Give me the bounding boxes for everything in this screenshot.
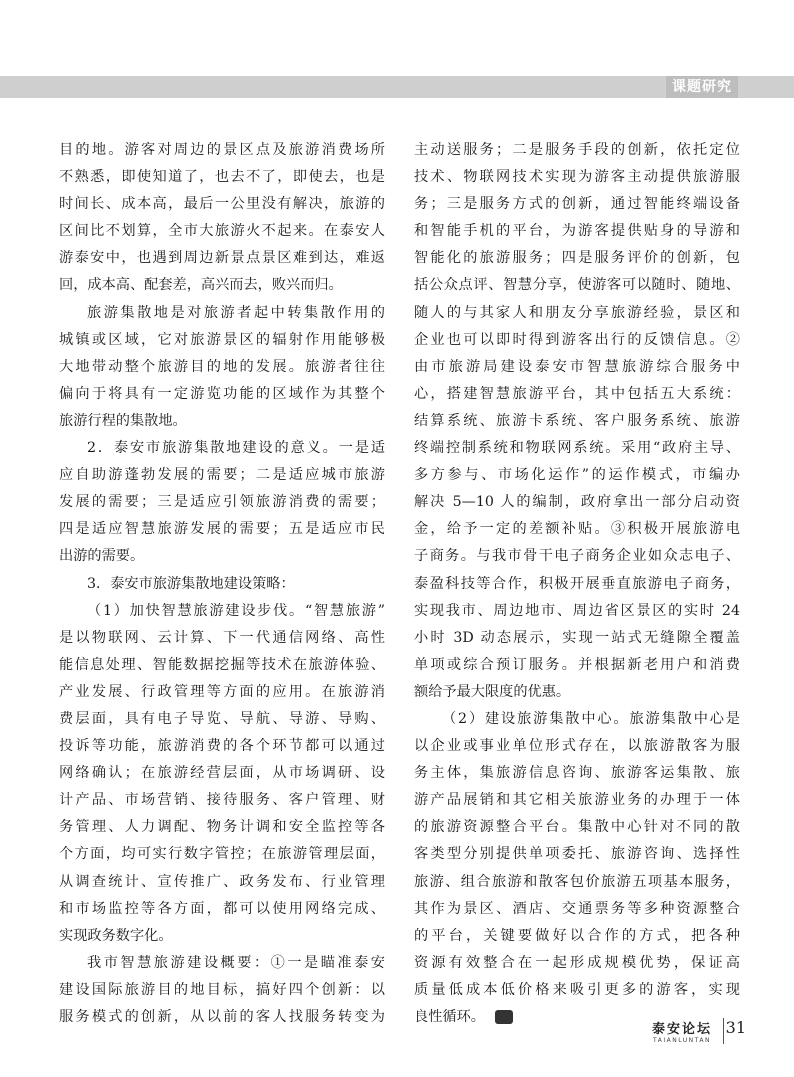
text-line: 我市智慧旅游建设概要：①一是瞄准泰安 (87, 954, 385, 971)
text-line: 由市旅游局建设泰安市智慧旅游综合服务中 (414, 358, 740, 375)
section-tag: 课题研究 (666, 76, 738, 98)
text-line: 不熟悉，即使知道了，也去不了，即使去，也是 (59, 169, 385, 186)
text-line: 主动送服务；二是服务手段的创新，依托定位 (414, 142, 740, 158)
text-line: 服务模式的创新，从以前的客人找服务转变为 (59, 1009, 385, 1025)
text-line: 随人的与其家人和朋友分享旅游经验，景区和 (414, 304, 740, 321)
page-number: 31 (725, 1018, 746, 1037)
text-line: 网络确认；在旅游经营层面，从市场调研、设 (59, 765, 385, 782)
footer-divider (723, 1018, 724, 1044)
text-line: 出游的需要。 (59, 548, 145, 565)
text-line: 投诉等功能，旅游消费的各个环节都可以通过 (59, 738, 385, 755)
journal-logo-cn: 泰安论坛 (651, 1022, 712, 1037)
text-line: 客类型分别提供单项委托、旅游咨询、选择性 (414, 846, 740, 863)
text-line: 回，成本高、配套差，高兴而去，败兴而归。 (59, 277, 343, 294)
text-line: 2．泰安市旅游集散地建设的意义。一是适 (87, 440, 385, 457)
text-line: 务管理、人力调配、物务计调和安全监控等各 (59, 819, 385, 836)
text-line: 时间长、成本高，最后一公里没有解决，旅游的 (59, 196, 385, 213)
text-line: 游泰安中，也遇到周边新景点景区难到达，难返 (59, 250, 385, 267)
text-line: 和智能手机的平台，为游客提供贴身的导游和 (414, 223, 740, 240)
text-line: 金，给予一定的差额补贴。③积极开展旅游电 (414, 521, 740, 538)
text-line: 发展的需要；三是适应引领旅游消费的需要； (59, 494, 385, 511)
text-line: 目的地。游客对周边的景区点及旅游消费场所 (59, 142, 385, 158)
text-line: 小时 3D 动态展示，实现一站式无缝隙全覆盖 (414, 629, 740, 646)
text-line: 终端控制系统和物联网系统。采用“政府主导、 (414, 440, 740, 457)
text-line: 的平台，关键要做好以合作的方式，把各种 (414, 927, 740, 944)
text-line: 资源有效整合在一起形成规模优势，保证高 (414, 954, 740, 971)
text-line: 偏向于将具有一定游览功能的区域作为其整个 (59, 385, 385, 402)
text-line: 能信息处理、智能数据挖掘等技术在旅游体验、 (59, 656, 385, 673)
left-column (59, 137, 385, 1031)
text-line: 建设国际旅游目的地目标，搞好四个创新：以 (59, 981, 385, 998)
text-line: 多方参与、市场化运作”的运作模式，市编办 (414, 467, 740, 484)
text-line: 质量低成本低价格来吸引更多的游客，实现 (414, 981, 740, 998)
text-line: 以企业或事业单位形式存在，以旅游散客为服 (414, 738, 740, 755)
text-line: 区间比不划算，全市大旅游火不起来。在泰安人 (59, 223, 385, 240)
text-line: 结算系统、旅游卡系统、客户服务系统、旅游 (414, 412, 740, 429)
text-line: 是以物联网、云计算、下一代通信网络、高性 (59, 629, 385, 646)
end-mark-icon (495, 1010, 513, 1024)
text-line: 城镇或区域，它对旅游景区的辐射作用能够极 (59, 331, 385, 348)
text-line: 务主体，集旅游信息咨询、旅游客运集散、旅 (414, 765, 740, 782)
text-line: 智能化的旅游服务；四是服务评价的创新，包 (414, 250, 740, 267)
text-line: 务；三是服务方式的创新，通过智能终端设备 (414, 196, 740, 213)
text-line: （2）建设旅游集散中心。旅游集散中心是 (442, 710, 740, 727)
text-line: 良性循环。 (414, 1004, 740, 1031)
text-line: 技术、物联网技术实现为游客主动提供旅游服 (414, 169, 740, 186)
text-line: 心，搭建智慧旅游平台，其中包括五大系统： (414, 385, 740, 402)
journal-logo-en: TAIANLUNTAN (653, 1037, 711, 1044)
text-line: 实现政务数字化。 (59, 927, 173, 944)
text-line: 企业也可以即时得到游客出行的反馈信息。② (414, 331, 740, 348)
text-line: 其作为景区、酒店、交通票务等多种资源整合 (414, 900, 740, 917)
text-line: 和市场监控等各方面，都可以使用网络完成、 (59, 900, 385, 917)
text-line: 个方面，均可实行数字管控；在旅游管理层面， (59, 846, 385, 863)
text-line: 游产品展销和其它相关旅游业务的办理于一体 (414, 792, 740, 809)
text-line: 子商务。与我市骨干电子商务企业如众志电子、 (414, 548, 740, 565)
right-column (414, 137, 740, 1031)
text-line: 费层面，具有电子导览、导航、导游、导购、 (59, 710, 385, 727)
text-line: 解决 5—10 人的编制，政府拿出一部分启动资 (414, 494, 740, 511)
text-line: 实现我市、周边地市、周边省区景区的实时 24 (414, 602, 740, 619)
text-line: 四是适应智慧旅游发展的需要；五是适应市民 (59, 521, 385, 538)
text-line: 3．泰安市旅游集散地建设策略： (87, 575, 295, 592)
text-line: （1）加快智慧旅游建设步伐。“智慧旅游” (87, 602, 385, 619)
text-line: 从调查统计、宣传推广、政务发布、行业管理 (59, 873, 385, 890)
text-line: 旅游行程的集散地。 (59, 412, 187, 429)
journal-logo (652, 1018, 712, 1044)
text-line: 应自助游蓬勃发展的需要；二是适应城市旅游 (59, 467, 385, 484)
text-line: 的旅游资源整合平台。集散中心针对不同的散 (414, 819, 740, 836)
text-line: 单项或综合预订服务。并根据新老用户和消费 (414, 656, 740, 673)
text-line: 括公众点评、智慧分享，使游客可以随时、随地、 (414, 277, 740, 294)
text-line: 产业发展、行政管理等方面的应用。在旅游消 (59, 683, 385, 700)
text-line: 旅游集散地是对旅游者起中转集散作用的 (87, 304, 385, 321)
text-line: 旅游、组合旅游和散客包价旅游五项基本服务， (414, 873, 740, 890)
text-line: 计产品、市场营销、接待服务、客户管理、财 (59, 792, 385, 809)
text-line: 额给予最大限度的优惠。 (414, 683, 571, 700)
text-line: 泰盈科技等合作，积极开展垂直旅游电子商务， (414, 575, 740, 592)
text-line: 大地带动整个旅游目的地的发展。旅游者往往 (59, 358, 385, 375)
